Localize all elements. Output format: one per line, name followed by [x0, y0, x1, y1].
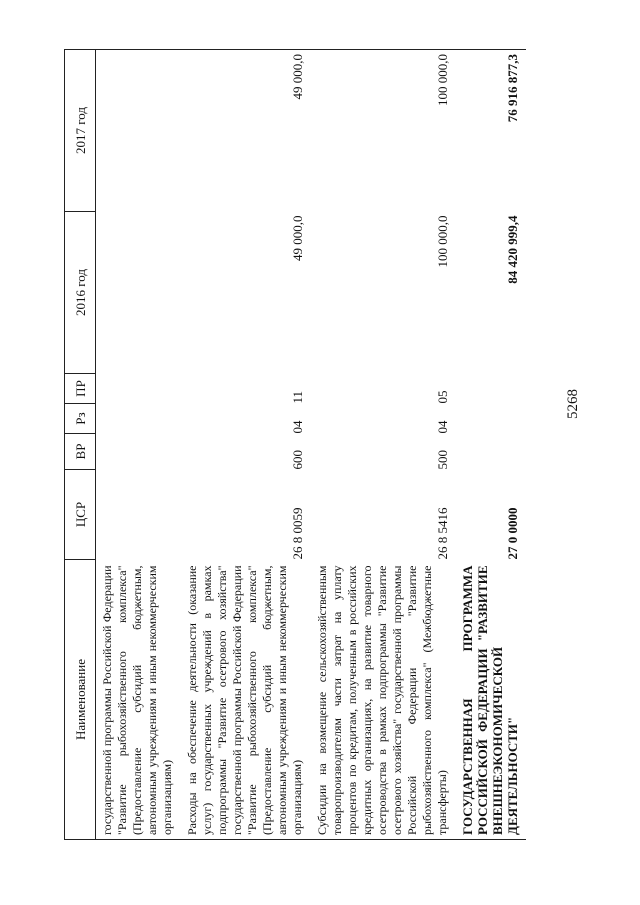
row-csr: 26 8 0059 [290, 507, 305, 560]
table-row [311, 50, 456, 840]
header-vr: ВР [65, 434, 96, 470]
table-row [181, 50, 311, 840]
table-row [96, 50, 182, 840]
row-name: государственной программы Российской Федерации "Развитие рыбохозяйственного комплекса" (Предоставление субсидий бюджетным, автономным учреждениям и иным некоммерческим организациям) [96, 560, 182, 840]
row-rz [96, 404, 182, 434]
row-rz [456, 404, 526, 434]
row-2016: 49 000,0 [290, 215, 305, 261]
header-2017: 2017 год [65, 50, 96, 212]
row-2016: 100 000,0 [435, 215, 450, 268]
row-csr: 26 8 5416 [435, 507, 450, 560]
row-vr: 500 [435, 450, 450, 470]
row-vr: 600 [290, 450, 305, 470]
row-2017 [96, 50, 182, 212]
row-pr: 11 [290, 390, 305, 404]
row-2017: 100 000,0 [311, 50, 456, 212]
row-csr: 27 0 0000 [505, 507, 520, 560]
row-vr [456, 434, 526, 470]
header-name: Наименование [65, 560, 96, 840]
row-name: Субсидии на возмещение сельскохозяйственным товаропроизводителям части затрат на уплату процентов по кредитам, полученным в российских кредитных организациях, на развитие товарного осетроводства в рамках подпрограммы "Развитие осетрового хозяйства" государственной программы Российской Федерации "Развитие рыбохозяйственного комплекса" (Межбюджетные трансферты) [311, 560, 456, 840]
row-vr [96, 434, 182, 470]
budget-table-rotated [64, 50, 574, 840]
row-rz: 04 [290, 420, 305, 434]
header-pr: ПР [65, 374, 96, 404]
header-csr: ЦСР [65, 470, 96, 560]
row-pr [96, 374, 182, 404]
page-number: 5268 [565, 389, 581, 419]
row-pr [456, 374, 526, 404]
row-2017: 49 000,0 [181, 50, 311, 212]
header-2016: 2016 год [65, 212, 96, 374]
header-rz: Рз [65, 404, 96, 434]
table-header-row [65, 50, 96, 840]
row-2017: 76 916 877,3 [456, 50, 526, 212]
row-name: ГОСУДАРСТВЕННАЯ ПРОГРАММА РОССИЙСКОЙ ФЕДЕРАЦИИ "РАЗВИТИЕ ВНЕШНЕЭКОНОМИЧЕСКОЙ ДЕЯТЕЛЬНОСТИ" [456, 560, 526, 840]
budget-table [64, 49, 526, 840]
row-rz: 04 [435, 420, 450, 434]
row-2016: 84 420 999,4 [505, 215, 520, 284]
row-pr: 05 [435, 390, 450, 404]
row-name: Расходы на обеспечение деятельности (оказание услуг) государственных учреждений в рамках подпрограммы "Развитие осетрового хозяйства" государственной программы Российской Федерации "Развитие рыбохозяйственного комплекса" (Предоставление субсидий бюджетным, автономным учреждениям и иным некоммерческим организациям) [181, 560, 311, 840]
row-2016 [96, 212, 182, 374]
row-csr [96, 470, 182, 560]
table-row-total [456, 50, 526, 840]
